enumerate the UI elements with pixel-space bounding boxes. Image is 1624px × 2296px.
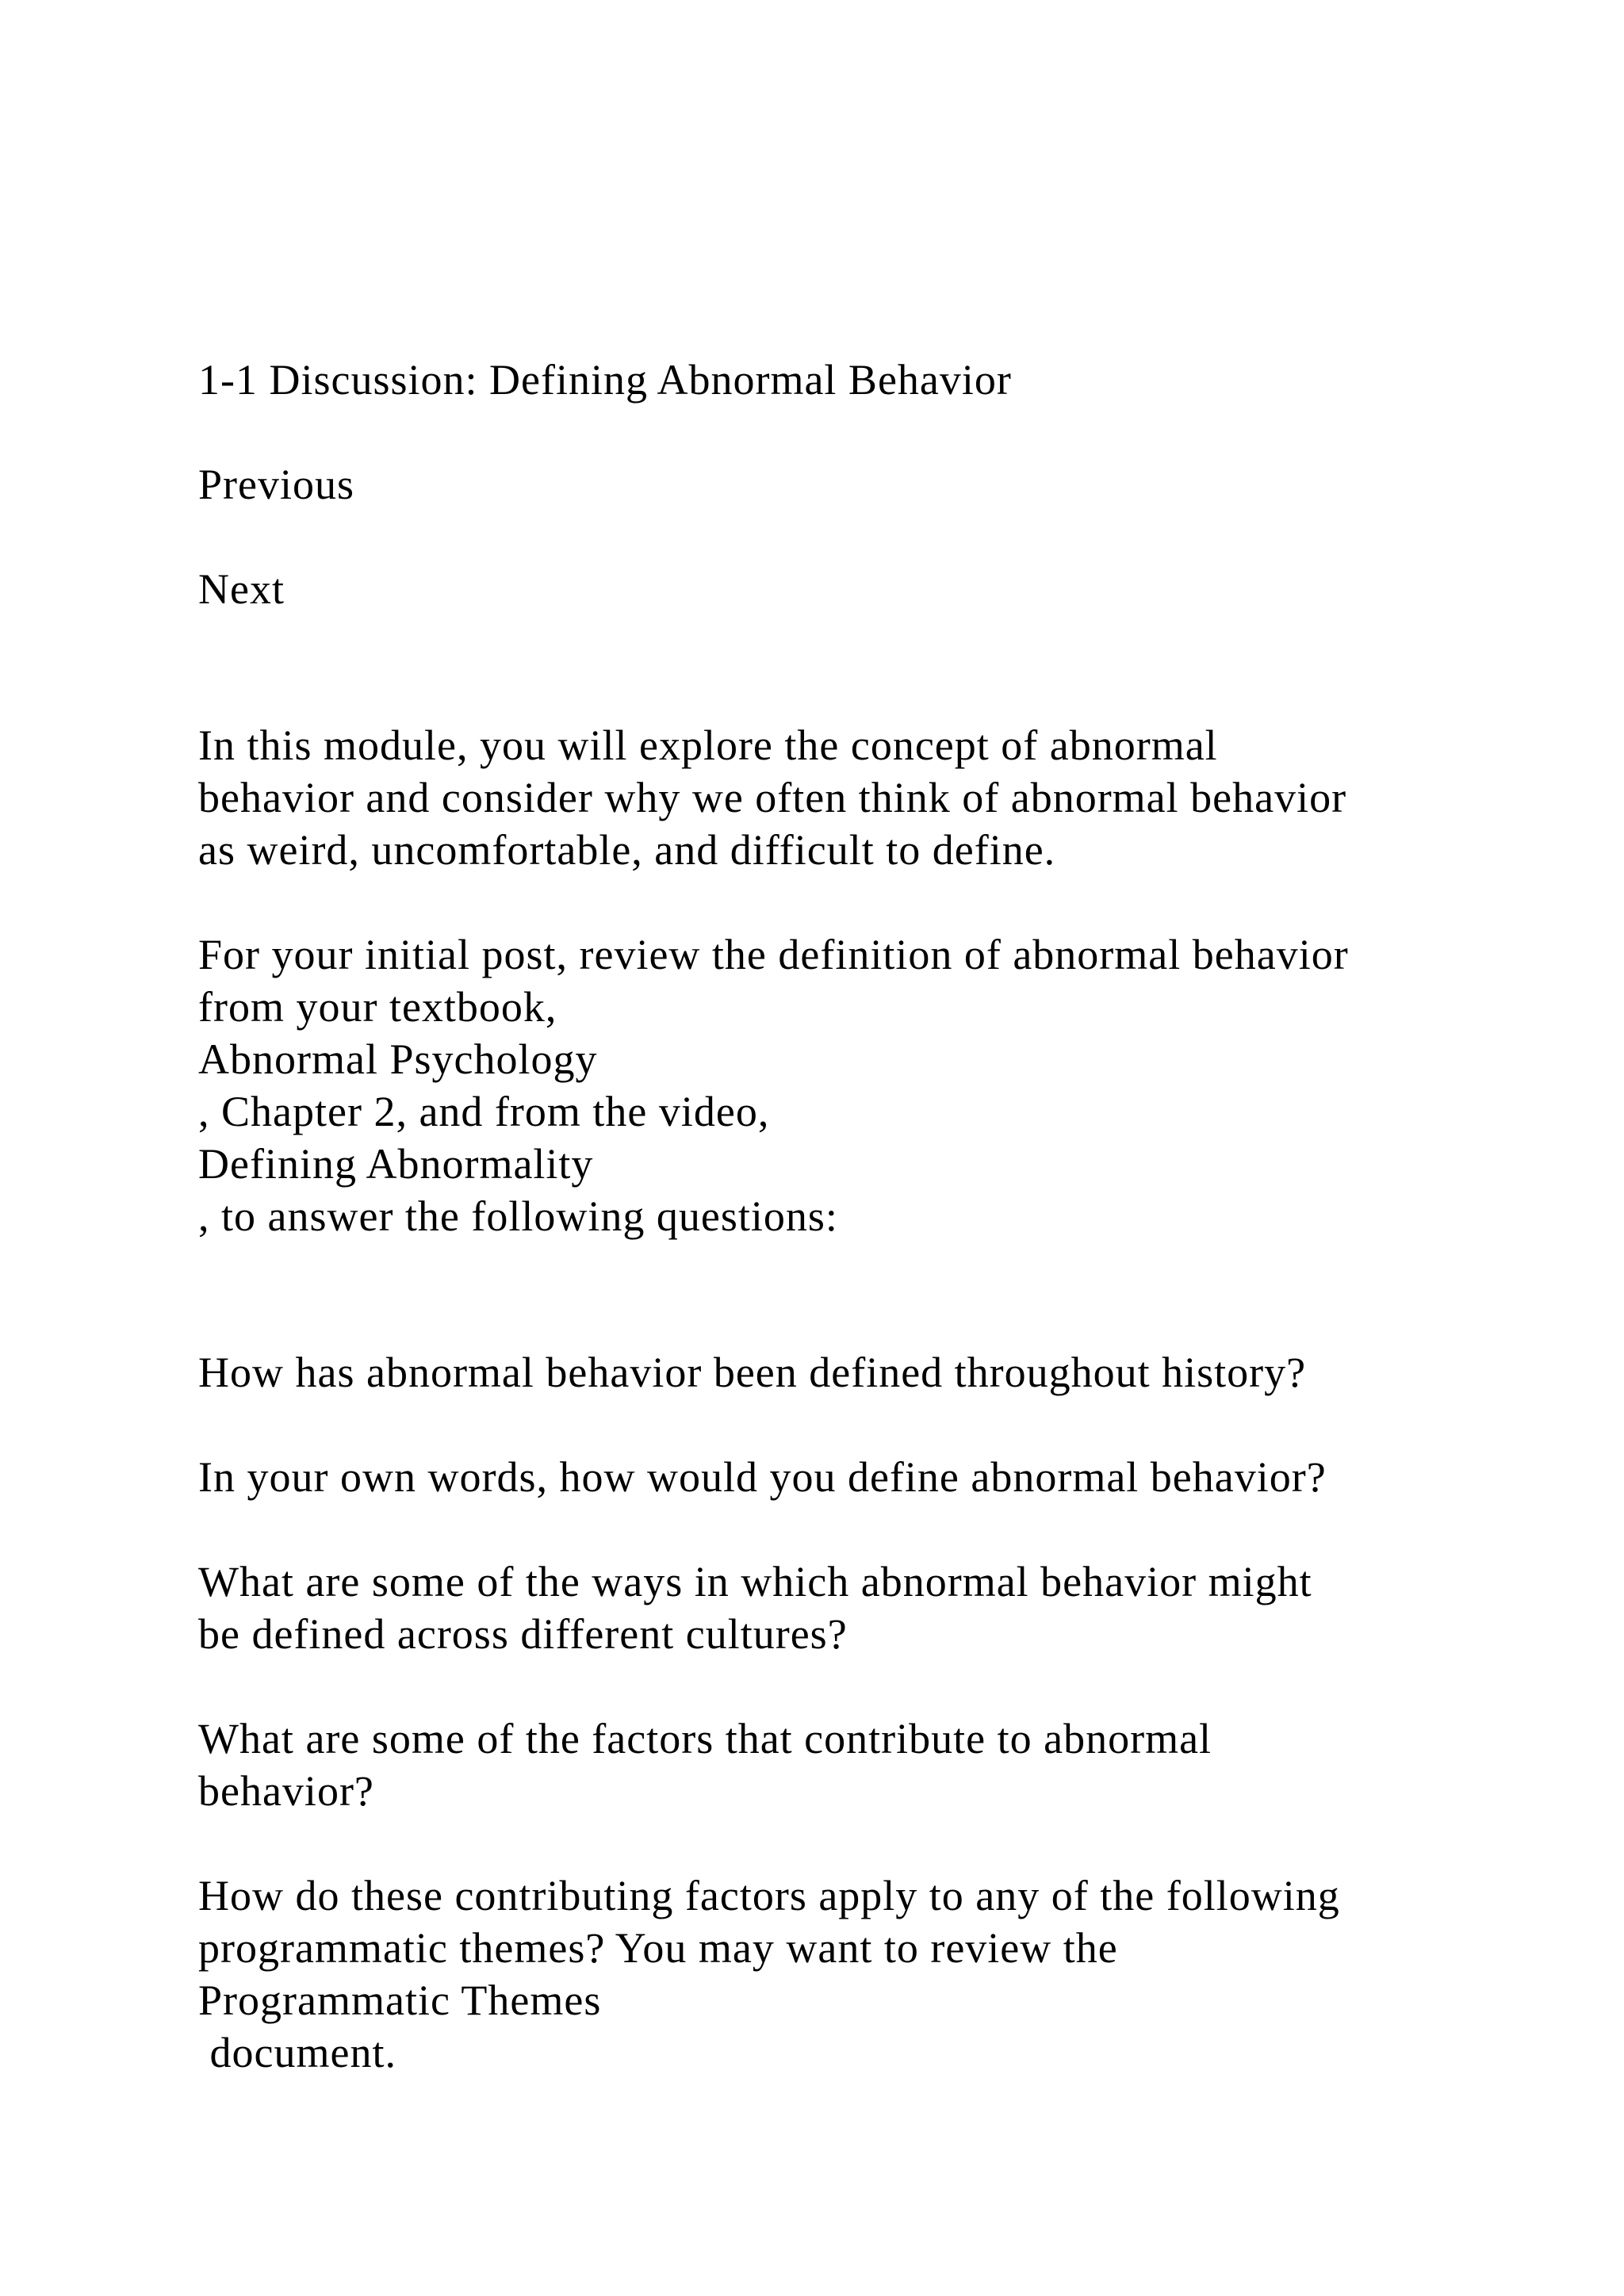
question-item: How do these contributing factors apply to any of the following xyxy=(198,1872,1340,1919)
question-item: How has abnormal behavior been defined throughout history? xyxy=(198,1349,1307,1396)
page-title: 1-1 Discussion: Defining Abnormal Behavior xyxy=(198,356,1012,404)
question-item-continued: programmatic themes? You may want to review the xyxy=(198,1924,1118,1972)
question-item-continued: be defined across different cultures? xyxy=(198,1610,848,1658)
video-title: Defining Abnormality xyxy=(198,1140,594,1188)
intro-line: In this module, you will explore the concept of abnormal xyxy=(198,721,1218,769)
instructions-line: For your initial post, review the definition of abnormal behavior xyxy=(198,931,1349,978)
question-item-continued: behavior? xyxy=(198,1767,374,1815)
question-item: What are some of the factors that contribute to abnormal xyxy=(198,1715,1212,1762)
textbook-title: Abnormal Psychology xyxy=(198,1035,598,1083)
next-link[interactable]: Next xyxy=(198,565,285,613)
instructions-line: from your textbook, xyxy=(198,983,557,1031)
instructions-line: , to answer the following questions: xyxy=(198,1192,838,1240)
intro-line: as weird, uncomfortable, and difficult to define. xyxy=(198,826,1056,874)
programmatic-themes-link[interactable]: Programmatic Themes xyxy=(198,1976,602,2024)
question-item: What are some of the ways in which abnormal behavior might xyxy=(198,1558,1312,1605)
intro-line: behavior and consider why we often think of abnormal behavior xyxy=(198,774,1347,821)
instructions-line: , Chapter 2, and from the video, xyxy=(198,1088,770,1135)
question-item: In your own words, how would you define abnormal behavior? xyxy=(198,1453,1327,1501)
question-item-continued: document. xyxy=(198,2029,396,2076)
previous-link[interactable]: Previous xyxy=(198,461,354,508)
